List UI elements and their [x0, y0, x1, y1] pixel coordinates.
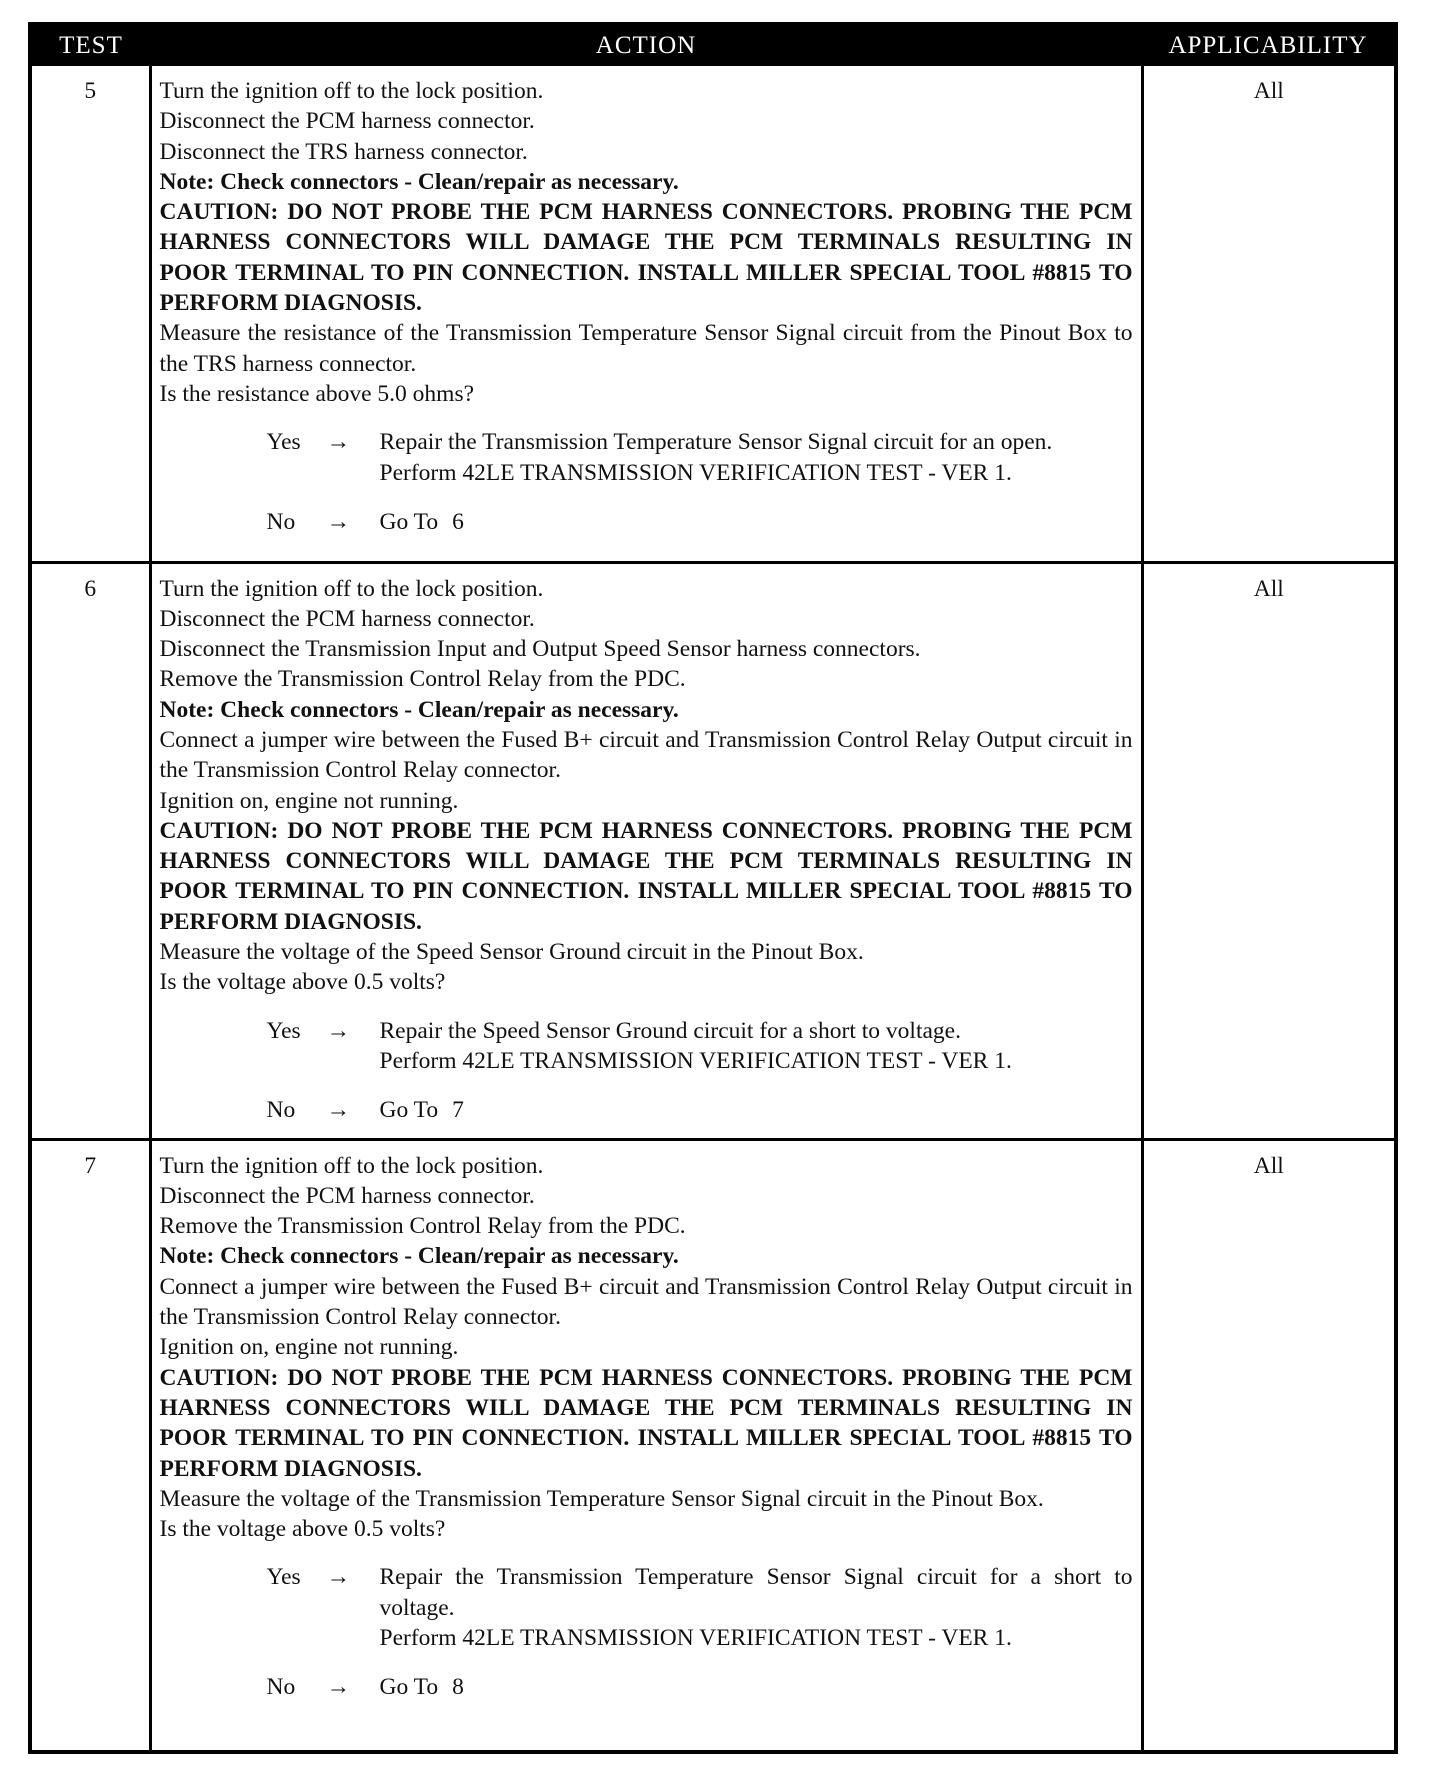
caution-text: CAUTION: DO NOT PROBE THE PCM HARNESS CONNECTORS. PROBING THE PCM HARNESS CONNECTORS WILL DAMAGE THE PCM TERMINALS RESULTING IN POOR TERMINAL TO PIN CONNECTION. INSTALL MILLER SPECIAL TOOL #8815 TO PERFORM DIAGNOSIS. — [159, 1364, 1133, 1482]
action-step: Disconnect the PCM harness connector. — [159, 108, 535, 135]
header-action: ACTION — [150, 26, 1142, 66]
action-step: Connect a jumper wire between the Fused B+ circuit and Transmission Control Relay Output circuit in the Transmission Control Relay connector. — [159, 1273, 1133, 1331]
action-step: Turn the ignition off to the lock position. — [159, 575, 544, 602]
no-result — [380, 1095, 1133, 1125]
goto-text: Go To — [379, 508, 439, 535]
yes-result-line: Perform 42LE TRANSMISSION VERIFICATION TEST - VER 1. — [379, 459, 1012, 486]
table-row — [32, 1139, 1394, 1750]
outcomes — [267, 1562, 1133, 1702]
goto-text: Go To — [379, 1097, 439, 1124]
outcomes — [267, 427, 1133, 537]
header-applicability: APPLICABILITY — [1142, 26, 1394, 66]
no-result — [380, 507, 1133, 537]
note-text: Note: Check connectors - Clean/repair as necessary. — [159, 168, 679, 195]
action-step: Disconnect the Transmission Input and Output Speed Sensor harness connectors. — [159, 636, 921, 663]
no-label: No — [266, 508, 296, 535]
arrow-icon: → — [326, 1017, 350, 1044]
yes-result — [380, 1562, 1133, 1653]
action-step: Turn the ignition off to the lock position. — [159, 1152, 544, 1179]
arrow-icon: → — [326, 1097, 350, 1124]
action-step: Disconnect the TRS harness connector. — [159, 138, 528, 165]
no-result — [380, 1672, 1133, 1702]
applicability-value: All — [1142, 66, 1394, 562]
action-step: Measure the voltage of the Transmission Temperature Sensor Signal circuit in the Pinout Box. — [159, 1485, 1044, 1512]
yes-result — [380, 1016, 1133, 1077]
test-table — [32, 26, 1394, 1750]
arrow-icon: → — [326, 508, 350, 535]
action-step: Ignition on, engine not running. — [159, 787, 459, 814]
applicability-value: All — [1142, 1139, 1394, 1750]
note-text: Note: Check connectors - Clean/repair as necessary. — [159, 1243, 679, 1270]
yes-result-line: Repair the Transmission Temperature Sensor Signal circuit for an open. — [379, 429, 1053, 456]
yes-outcome — [267, 1016, 1133, 1077]
test-number: 5 — [32, 66, 150, 562]
yes-label: Yes — [266, 1564, 301, 1591]
header-test: TEST — [32, 26, 150, 66]
action-cell — [150, 562, 1142, 1139]
arrow-icon: → — [326, 1674, 350, 1701]
goto-text: Go To — [379, 1674, 439, 1701]
no-label: No — [266, 1097, 296, 1124]
action-cell — [150, 66, 1142, 562]
table-row — [32, 66, 1394, 562]
yes-outcome — [267, 427, 1133, 488]
goto-link[interactable]: 7 — [452, 1097, 464, 1124]
caution-text: CAUTION: DO NOT PROBE THE PCM HARNESS CONNECTORS. PROBING THE PCM HARNESS CONNECTORS WILL DAMAGE THE PCM TERMINALS RESULTING IN POOR TERMINAL TO PIN CONNECTION. INSTALL MILLER SPECIAL TOOL #8815 TO PERFORM DIAGNOSIS. — [159, 199, 1133, 317]
arrow-icon: → — [326, 429, 350, 456]
arrow-icon: → — [326, 1564, 350, 1591]
action-step: Turn the ignition off to the lock position. — [159, 78, 544, 104]
yes-label: Yes — [266, 1017, 301, 1044]
action-step: Disconnect the PCM harness connector. — [159, 1182, 535, 1209]
action-cell — [150, 1139, 1142, 1750]
action-step: Disconnect the PCM harness connector. — [159, 605, 535, 632]
action-step: Measure the resistance of the Transmission Temperature Sensor Signal circuit from the Pinout Box to the TRS harness connector. — [159, 320, 1133, 377]
no-outcome — [267, 1095, 1133, 1125]
applicability-value: All — [1142, 562, 1394, 1139]
action-step: Remove the Transmission Control Relay from the PDC. — [159, 666, 686, 693]
yes-result-line: Perform 42LE TRANSMISSION VERIFICATION TEST - VER 1. — [379, 1625, 1012, 1651]
question-text: Is the voltage above 0.5 volts? — [159, 1516, 446, 1543]
action-step: Ignition on, engine not running. — [159, 1334, 459, 1361]
goto-link[interactable]: 6 — [452, 508, 464, 535]
no-label: No — [266, 1674, 296, 1701]
action-step: Remove the Transmission Control Relay from the PDC. — [159, 1213, 686, 1240]
caution-text: CAUTION: DO NOT PROBE THE PCM HARNESS CONNECTORS. PROBING THE PCM HARNESS CONNECTORS WILL DAMAGE THE PCM TERMINALS RESULTING IN POOR TERMINAL TO PIN CONNECTION. INSTALL MILLER SPECIAL TOOL #8815 TO PERFORM DIAGNOSIS. — [159, 817, 1133, 935]
goto-link[interactable]: 8 — [452, 1674, 464, 1701]
action-step: Measure the voltage of the Speed Sensor Ground circuit in the Pinout Box. — [159, 939, 864, 966]
yes-label: Yes — [266, 429, 301, 456]
table-header-row — [32, 26, 1394, 66]
diagnostic-test-table — [28, 22, 1398, 1754]
outcomes — [267, 1016, 1133, 1126]
no-outcome — [267, 507, 1133, 537]
yes-result-line: Repair the Transmission Temperature Sensor Signal circuit for a short to voltage. — [379, 1564, 1133, 1621]
yes-outcome — [267, 1562, 1133, 1653]
table-row — [32, 562, 1394, 1139]
yes-result-line: Repair the Speed Sensor Ground circuit for a short to voltage. — [379, 1017, 961, 1044]
yes-result-line: Perform 42LE TRANSMISSION VERIFICATION TEST - VER 1. — [379, 1047, 1012, 1074]
test-number: 7 — [32, 1139, 150, 1750]
question-text: Is the resistance above 5.0 ohms? — [159, 380, 475, 407]
yes-result — [380, 427, 1133, 488]
note-text: Note: Check connectors - Clean/repair as necessary. — [159, 696, 679, 723]
question-text: Is the voltage above 0.5 volts? — [159, 969, 446, 996]
no-outcome — [267, 1672, 1133, 1702]
action-step: Connect a jumper wire between the Fused B+ circuit and Transmission Control Relay Output circuit in the Transmission Control Relay connector. — [159, 726, 1133, 784]
test-number: 6 — [32, 562, 150, 1139]
